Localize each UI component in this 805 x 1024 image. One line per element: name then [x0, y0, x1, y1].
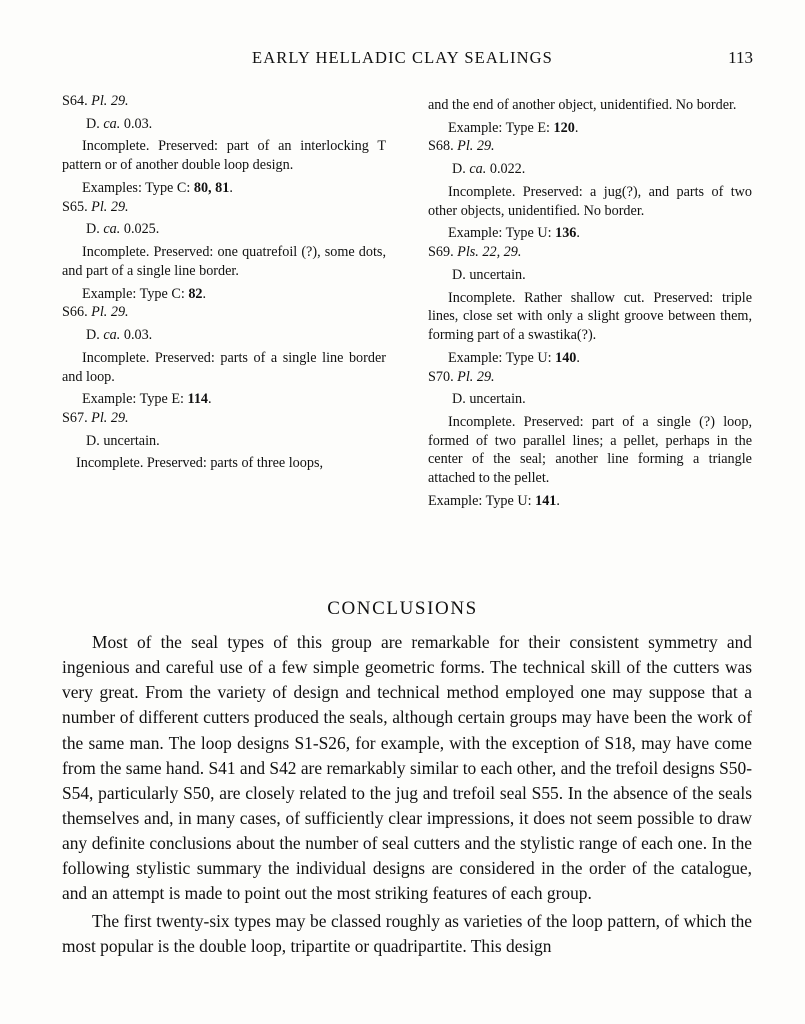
- entry-diameter: D. uncertain.: [452, 391, 526, 408]
- entry-continuation: and the end of another object, unidentified. No border.: [428, 97, 737, 113]
- entry-description: Incomplete. Preserved: parts of three loops,: [76, 455, 324, 472]
- left-column: [62, 92, 386, 511]
- entry-description: Incomplete. Preserved: a jug(?), and parts of two other objects, unidentified. No border.: [428, 183, 752, 219]
- catalogue-entry: [62, 198, 386, 304]
- paragraph: The first twenty-six types may be classed roughly as varieties of the loop pattern, of which the most popular is the double loop, tripartite or quadripartite. This design: [62, 910, 752, 956]
- entry-id: S65. Pl. 29.: [62, 198, 129, 215]
- catalogue-entry: [62, 92, 386, 198]
- entry-diameter: D. ca. 0.022.: [452, 161, 526, 178]
- entry-diameter: D. ca. 0.03.: [86, 115, 153, 132]
- entry-diameter: D. uncertain.: [452, 266, 526, 283]
- running-head: EARLY HELLADIC CLAY SEALINGS: [252, 48, 553, 67]
- section-title: CONCLUSIONS: [327, 598, 478, 619]
- entry-description: Incomplete. Preserved: part of an interlocking T pattern or of another double loop design.: [62, 138, 386, 174]
- entry-id: S68. Pl. 29.: [428, 138, 495, 155]
- conclusions-body: [62, 630, 752, 959]
- catalogue-columns: [62, 92, 752, 511]
- entry-diameter: D. ca. 0.025.: [86, 221, 160, 238]
- entry-example: Example: Type U: 140.: [448, 349, 580, 366]
- catalogue-entry: [428, 368, 752, 511]
- catalogue-entry: [62, 409, 386, 473]
- entry-description: Incomplete. Preserved: parts of a single line border and loop.: [62, 349, 386, 385]
- entry-example: Example: Type C: 82.: [82, 285, 207, 302]
- catalogue-entry: [428, 137, 752, 243]
- entry-diameter: D. uncertain.: [86, 432, 160, 449]
- entry-id: S69. Pls. 22, 29.: [428, 244, 522, 261]
- entry-id: S67. Pl. 29.: [62, 410, 129, 427]
- entry-id: S70. Pl. 29.: [428, 368, 495, 385]
- entry-example: Example: Type U: 141.: [428, 492, 560, 509]
- entry-description: Incomplete. Preserved: part of a single (?) loop, formed of two parallel lines; a pellet, perhaps in the center of the seal; another line forming a triangle attached to the pellet.: [428, 414, 752, 487]
- entry-id: S64. Pl. 29.: [62, 93, 129, 109]
- right-column: [428, 92, 752, 511]
- entry-diameter: D. ca. 0.03.: [86, 327, 153, 344]
- entry-description: Incomplete. Preserved: one quatrefoil (?), some dots, and part of a single line border.: [62, 244, 386, 279]
- catalogue-entry: [428, 243, 752, 367]
- catalogue-entry: [62, 303, 386, 409]
- page-number: 113: [728, 48, 753, 67]
- entry-description: Incomplete. Rather shallow cut. Preserved: triple lines, close set with only a slight groove between them, forming part of a swastika(?).: [428, 289, 752, 344]
- entry-example: Example: Type U: 136.: [448, 225, 580, 242]
- paragraph: Most of the seal types of this group are remarkable for their consistent symmetry and ingenious and careful use of a few simple geometric forms. The technical skill of the cutters was very great. From the variety of design and technical method employed one may suppose that a number of different cutters produced the seals, although certain groups may have been the work of the same man. The loop designs S1-S26, for example, with the exception of S18, may have come from the same hand. S41 and S42 are remarkably similar to each other, and the trefoil designs S50-S54, particularly S50, are closely related to the jug and trefoil seal S55. In the absence of the seals themselves and, in many cases, of sufficiently clear impressions, it does not seem possible to draw any definite conclusions about the number of seal cutters and the stylistic range of each one. In the following stylistic summary the individual designs are considered in the order of the catalogue, and an attempt is made to point out the most striking features of each group.: [62, 632, 752, 904]
- entry-example: Example: Type E: 120.: [448, 119, 579, 136]
- entry-example: Examples: Type C: 80, 81.: [82, 179, 233, 196]
- entry-example: Example: Type E: 114.: [82, 391, 212, 408]
- entry-id: S66. Pl. 29.: [62, 304, 129, 321]
